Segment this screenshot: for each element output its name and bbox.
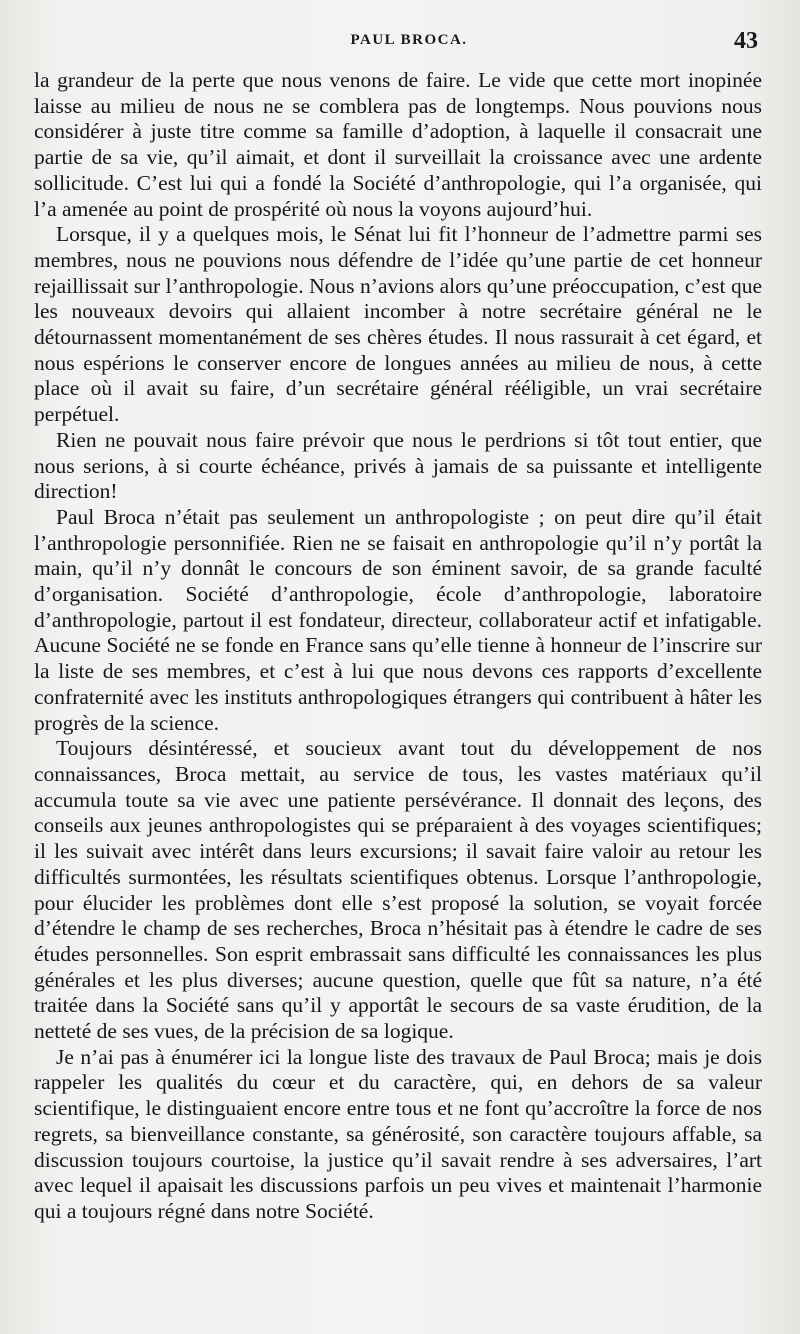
page-number: 43 (734, 28, 758, 54)
paragraph-1: la grandeur de la perte que nous venons de faire. Le vide que cette mort inopinée laisse au milieu de nous ne se comblera pas de longtemps. Nous pouvions nous considérer à juste titre comme sa famille d’adoption, à laquelle il consacrait une partie de sa vie, qu’il aimait, et dont il surveillait la croissance avec une ardente sollicitude. C’est lui qui a fondé la Société d’anthropologie, qui l’a organisée, qui l’a amenée au point de prospérité où nous la voyons aujourd’hui. (34, 68, 762, 221)
paragraph-2: Lorsque, il y a quelques mois, le Sénat lui fit l’honneur de l’admettre parmi ses membres, nous ne pouvions nous défendre de l’idée qu’une partie de cet honneur rejaillissait sur l’anthropologie. Nous n’avions alors qu’une préoccupation, c’est que les nouveaux devoirs qui allaient incomber à notre secrétaire général ne le détournassent momentanément de ses chères études. Il nous rassurait à cet égard, et nous espérions le conserver encore de longues années au milieu de nous, à cette place où il avait su faire, d’un secrétaire général rééligible, un vrai secrétaire perpétuel. (34, 222, 762, 427)
page-header (60, 28, 758, 58)
running-head: PAUL BROCA. (350, 32, 468, 48)
paragraph-5: Toujours désintéressé, et soucieux avant tout du développement de nos connaissances, Broca mettait, au service de tous, les vastes matériaux qu’il accumula toute sa vie avec une patiente persévérance. Il donnait des leçons, des conseils aux jeunes anthropologistes qui se préparaient à des voyages scientifiques; il les suivait avec intérêt dans leurs excursions; il savait faire valoir au retour les difficultés surmontées, les résultats scientifiques obtenus. Lorsque l’anthropologie, pour élucider les problèmes dont elle s’est proposé la solution, se voyait forcée d’étendre le champ de ses recherches, Broca n’hésitait pas à étendre le cadre de ses études personnelles. Son esprit embrassait sans difficulté les connaissances les plus générales et les plus diverses; aucune question, quelle que fût sa nature, n’a été traitée dans la Société sans qu’il y apportât le secours de sa vaste érudition, de la netteté de ses vues, de la précision de sa logique. (34, 736, 762, 1044)
paragraph-4: Paul Broca n’était pas seulement un anthropologiste ; on peut dire qu’il était l’anthropologie personnifiée. Rien ne se faisait en anthropologie qu’il n’y portât la main, qu’il n’y donnât le concours de son éminent savoir, de sa grande faculté d’organisation. Société d’anthropologie, école d’anthropologie, laboratoire d’anthropologie, partout il est fondateur, directeur, collaborateur actif et infatigable. Aucune Société ne se fonde en France sans qu’elle tienne à honneur de l’inscrire sur la liste de ses membres, et c’est à lui que nous devons ces rapports d’excellente confraternité avec les instituts anthropologiques étrangers qui contribuent à hâter les progrès de la science. (34, 504, 762, 735)
body-text (34, 68, 762, 1225)
paragraph-3: Rien ne pouvait nous faire prévoir que nous le perdrions si tôt tout entier, que nous serions, à si courte échéance, privés à jamais de sa puissante et intelligente direction! (34, 427, 762, 504)
paragraph-6: Je n’ai pas à énumérer ici la longue liste des travaux de Paul Broca; mais je dois rappeler les qualités du cœur et du caractère, qui, en dehors de sa valeur scientifique, le distinguaient encore entre tous et ne font qu’accroître la force de nos regrets, sa bienveillance constante, sa générosité, son caractère toujours affable, sa discussion toujours courtoise, la justice qu’il savait rendre à ses adversaires, l’art avec lequel il apaisait les discussions parfois un peu vives et maintenait l’harmonie qui a toujours régné dans notre Société. (34, 1044, 762, 1223)
